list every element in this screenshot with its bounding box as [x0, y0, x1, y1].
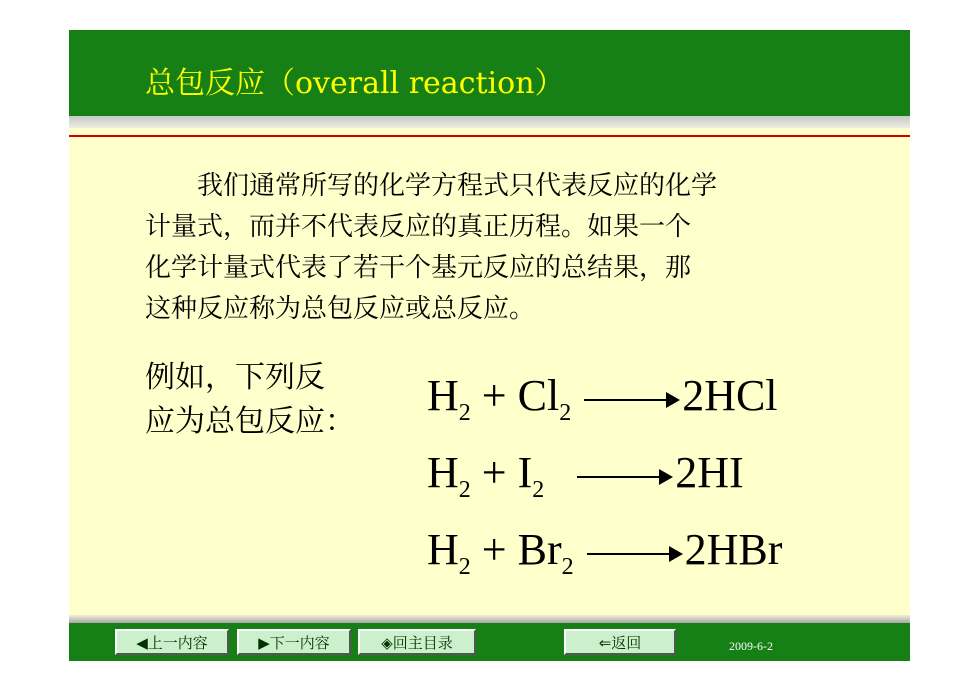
equation-hi — [427, 447, 744, 504]
product-hbr: 2HBr — [684, 525, 783, 574]
example-intro — [145, 356, 355, 444]
header-shadow — [69, 116, 910, 128]
slide-title — [145, 58, 565, 102]
plus-sign: + — [481, 525, 507, 574]
subscript: 2 — [561, 554, 574, 580]
reaction-arrow-icon — [575, 455, 675, 499]
paragraph-line: 化学计量式代表了若干个基元反应的总结果，那 — [145, 253, 692, 283]
back-button[interactable]: ⇐返回 — [564, 629, 676, 655]
subscript: 2 — [458, 477, 471, 503]
reactant-h: H — [427, 448, 459, 497]
plus-sign: + — [481, 448, 507, 497]
example-line: 应为总包反应： — [145, 404, 355, 439]
reactant-h: H — [427, 525, 459, 574]
prev-content-button[interactable]: ◀上一内容 — [115, 629, 229, 655]
next-content-button[interactable]: ▶下一内容 — [237, 629, 351, 655]
plus-sign: + — [481, 371, 507, 420]
slide — [69, 30, 910, 661]
reactant-br: Br — [517, 525, 562, 574]
reaction-arrow-icon — [585, 532, 685, 576]
title-english: （overall reaction） — [265, 66, 565, 101]
body-paragraph — [145, 166, 865, 330]
subscript: 2 — [458, 554, 471, 580]
reaction-arrow-icon — [582, 378, 682, 422]
divider-line — [69, 135, 910, 137]
header-bar — [69, 30, 910, 116]
equation-hcl — [427, 370, 778, 427]
date-label: 2009-6-2 — [729, 639, 773, 653]
title-chinese: 总包反应 — [145, 66, 265, 101]
product-hcl: 2HCl — [682, 371, 778, 420]
paragraph-line: 我们通常所写的化学方程式只代表反应的化学 — [145, 171, 718, 201]
reactant-cl: Cl — [517, 371, 560, 420]
example-line: 例如，下列反 — [145, 360, 325, 395]
equation-hbr — [427, 524, 782, 581]
product-hi: 2HI — [675, 448, 744, 497]
footer-bar — [69, 623, 910, 661]
subscript: 2 — [559, 400, 572, 426]
main-menu-button[interactable]: ◈回主目录 — [358, 629, 476, 655]
subscript: 2 — [532, 477, 545, 503]
footer-shadow — [69, 615, 910, 623]
subscript: 2 — [458, 400, 471, 426]
paragraph-line: 计量式，而并不代表反应的真正历程。如果一个 — [145, 212, 692, 242]
paragraph-line: 这种反应称为总包反应或总反应。 — [145, 294, 536, 324]
reactant-i: I — [517, 448, 533, 497]
reactant-h: H — [427, 371, 459, 420]
